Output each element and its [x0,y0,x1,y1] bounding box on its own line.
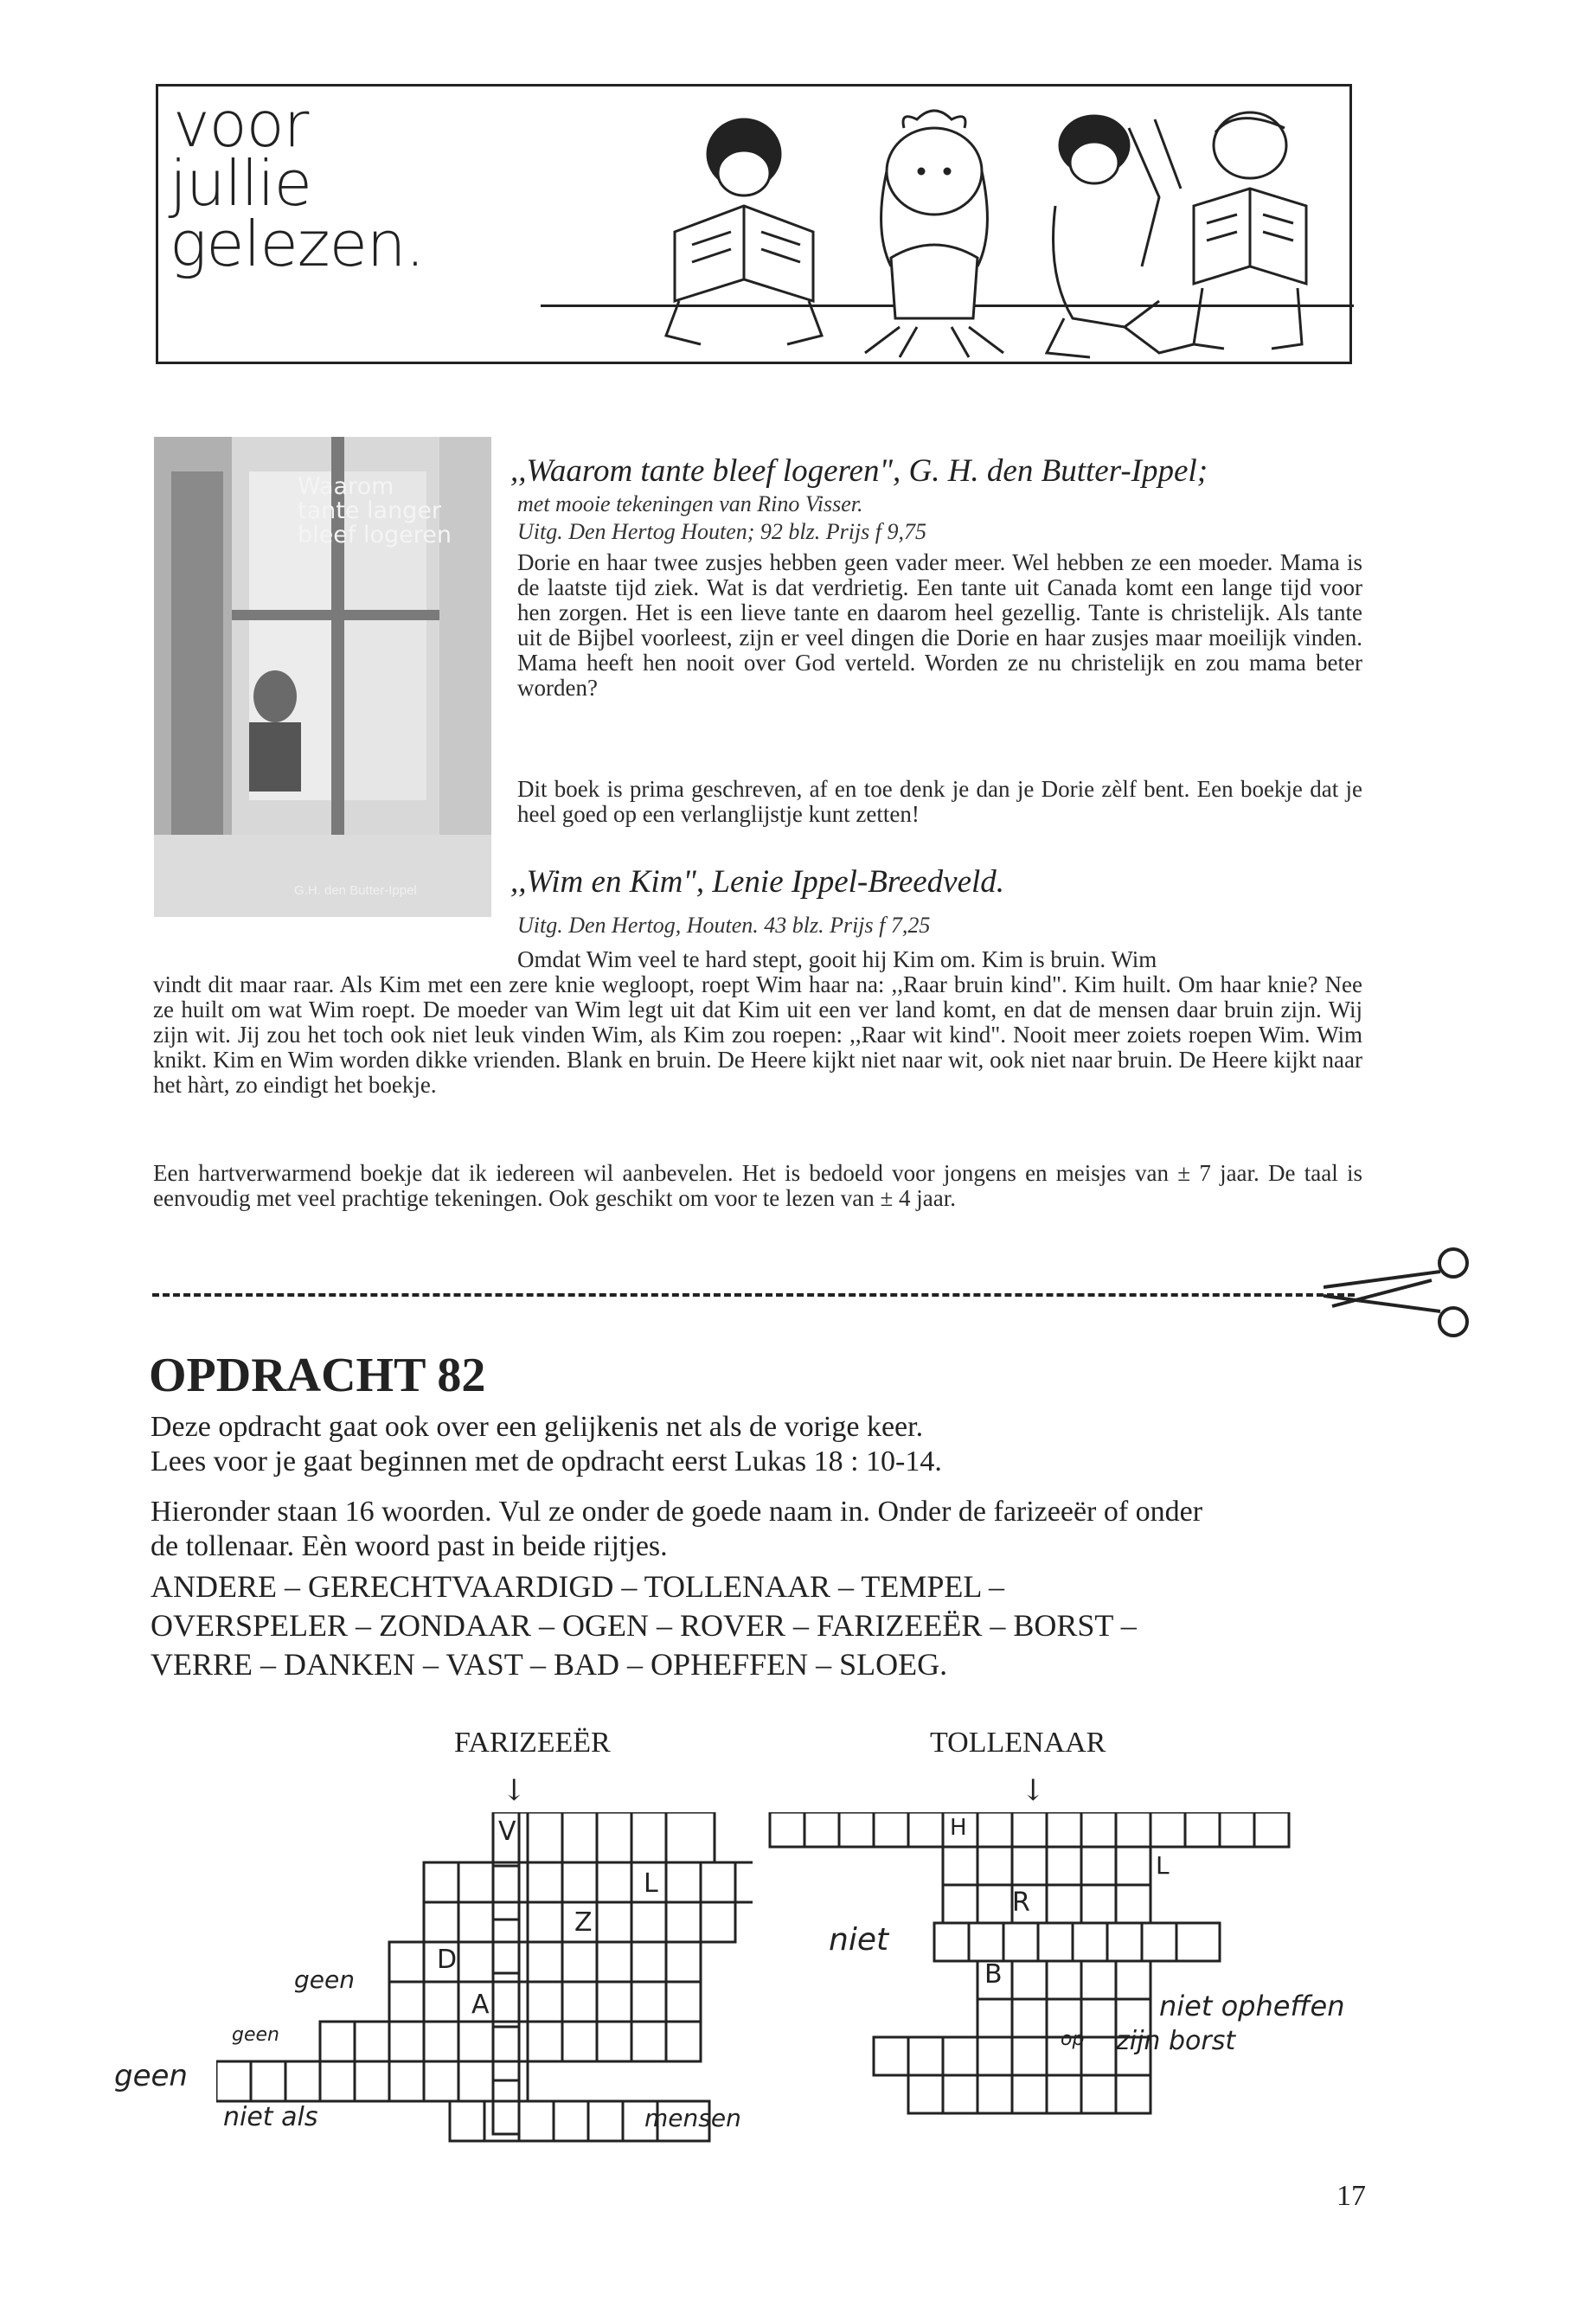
opdracht-intro-2: Lees voor je gaat beginnen met de opdracht eerst Lukas 18 : 10-14. [151,1445,942,1477]
row-4 [389,1942,701,1982]
row-5 [389,1982,701,2022]
children-reading-illustration [640,93,1349,362]
opdracht-intro-1: Deze opdracht gaat ook over een gelijkenis net als de vorige keer. [151,1411,924,1443]
review1-illustrator: met mooie tekeningen van Rino Visser. [517,491,863,516]
word-list-line-2: OVERSPELER – ZONDAAR – OGEN – ROVER – FARIZEEËR – BORST – [151,1608,1137,1643]
letter-l-right: L [1156,1851,1170,1880]
review1-title: ,,Waarom tante bleef logeren", G. H. den Butter-Ippel; [510,453,1208,489]
letter-l: L [644,1868,658,1899]
header-title-line-2: jullie [170,147,311,220]
letter-v: V [498,1817,516,1847]
row-1 [493,1812,715,1862]
row-5 [977,1961,1151,1999]
hint-op: op [1061,2029,1085,2050]
letter-h: H [950,1815,967,1841]
row-8 [908,2075,1151,2113]
hint-geen-1: geen [294,1965,355,1994]
cover-title-line-2: tante langer [298,497,442,524]
heading-tollenaar: TOLLENAAR [930,1727,1106,1759]
hint-niet: niet [829,1922,889,1958]
book-cover-image [154,437,491,917]
review1-body: Dorie en haar twee zusjes hebben geen vader meer. Wel hebben ze een moeder. Mama is de laatste tijd ziek. Wat is dat verdrietig. Een tante uit Canada komt een lange tijd voor hen zorgen. Het is een lieve tante en daarom heel gezellig. Tante is christelijk. Als tante uit de Bijbel voorleest, zijn er veel dingen die Dorie en haar zusjes maar moeilijk vinden. Mama heeft hen nooit over God verteld. Worden ze nu christelijk en zou mama beter worden? [517,549,1362,701]
header-title-line-3: gelezen. [170,208,425,280]
hint-mensen: mensen [644,2104,741,2132]
arrow-down-icon: ↓ [1021,1773,1046,1808]
word-list-line-1: ANDERE – GERECHTVAARDIGD – TOLLENAAR – TEMPEL – [151,1569,1004,1604]
row-3 [943,1885,1151,1923]
hint-niet-als: niet als [223,2102,318,2132]
review2-body-first-line: Omdat Wim veel te hard stept, gooit hij Kim om. Kim is bruin. Wim [517,946,1157,972]
row-1 [770,1812,1289,1847]
scissors-icon [1324,1246,1479,1341]
hint-geen-3: geen [114,2059,188,2093]
row-2 [943,1847,1151,1885]
word-list-line-3: VERRE – DANKEN – VAST – BAD – OPHEFFEN – SLOEG. [151,1647,948,1682]
hint-zijn-borst: zijn borst [1116,2026,1236,2056]
hint-geen-2: geen [232,2024,279,2046]
review2-publisher: Uitg. Den Hertog, Houten. 43 blz. Prijs f 7,25 [517,913,931,938]
letter-r: R [1012,1888,1030,1918]
heading-farizeeer: FARIZEEËR [454,1727,611,1759]
cut-line [152,1293,1355,1297]
grid-column-main [493,1812,519,2134]
row-7 [874,2037,1151,2075]
header-title-line-1: voor [173,88,309,161]
opdracht-title: OPDRACHT 82 [149,1349,486,1402]
row-2 [424,1862,753,1902]
letter-d: D [437,1945,458,1975]
cover-author: G.H. den Butter-Ippel [294,883,417,898]
opdracht-instruction-2: de tollenaar. Eèn woord past in beide rijtjes. [151,1530,668,1562]
letter-z: Z [574,1907,593,1938]
row-4 [934,1923,1220,1961]
cover-title-line-1: Waarom [298,473,394,500]
opdracht-instruction-1: Hieronder staan 16 woorden. Vul ze onder de goede naam in. Onder de farizeeër of onder [151,1496,1203,1528]
review2-title: ,,Wim en Kim", Lenie Ippel-Breedveld. [510,864,1005,900]
review1-publisher: Uitg. Den Hertog Houten; 92 blz. Prijs f 9,75 [517,519,927,544]
cover-title-line-3: bleef logeren [298,522,452,548]
letter-a: A [471,1990,490,2020]
crossword-tollenaar [761,1812,1298,2158]
hint-niet-opheffen: niet opheffen [1159,1990,1345,2022]
arrow-down-icon: ↓ [502,1773,527,1808]
review2-conclusion: Een hartverwarmend boekje dat ik iedereen wil aanbevelen. Het is bedoeld voor jongens en meisjes van ± 7 jaar. De taal is eenvoudig met veel prachtige tekeningen. Ook geschikt om voor te lezen van ± 4 jaar. [153,1160,1362,1211]
row-7 [216,2061,528,2101]
page-number: 17 [1336,2180,1366,2212]
review2-body: vindt dit maar raar. Als Kim met een zere knie wegloopt, roept Wim haar na: ,,Raar bruin kind". Kim huilt. Om haar knie? Nee ze huilt om wat Wim roept. De moeder van Wim legt uit dat Kim uit een ver land komt, en dat de mensen daar bruin zijn. Wij zijn wit. Jij zou het toch ook niet leuk vinden Wim, als Kim zou roepen: ,,Raar wit kind". Nooit meer zoiets roepen Wim. Wim knikt. Kim en Wim worden dikke vrienden. Blank en bruin. De Heere kijkt niet naar wit, ook niet naar bruin. De Heere kijkt naar het hàrt, zo eindigt het boekje. [153,971,1362,1098]
review1-conclusion: Dit boek is prima geschreven, af en toe denk je dan je Dorie zèlf bent. Een boekje dat je heel goed op een verlanglijstje kunt zetten! [517,776,1362,827]
letter-b: B [984,1959,1003,1990]
